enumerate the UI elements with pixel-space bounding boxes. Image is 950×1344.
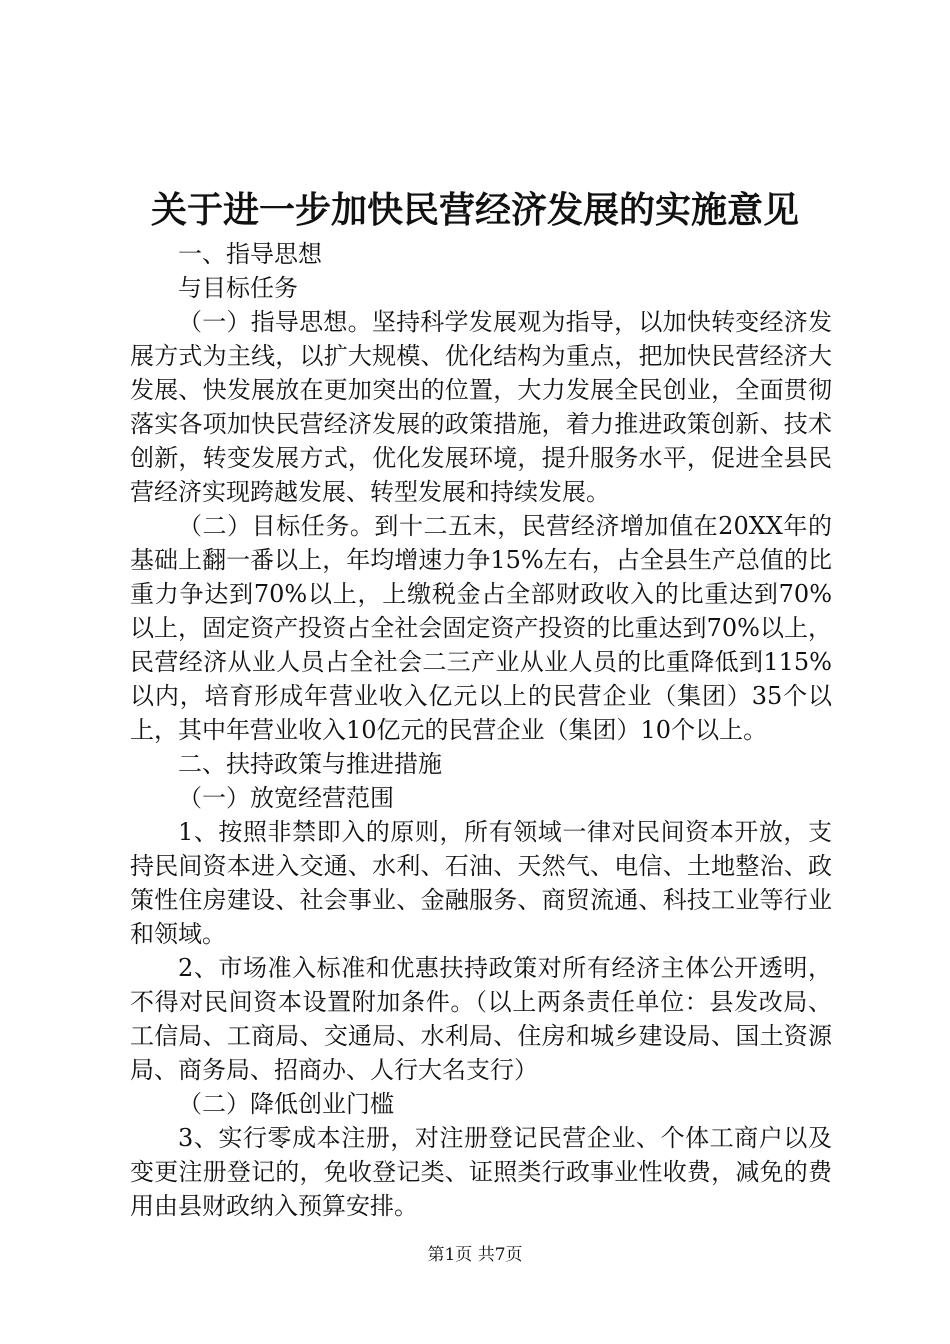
document-title: 关于进一步加快民营经济发展的实施意见: [150, 189, 799, 231]
section-heading-2: 二、扶持政策与推进措施: [178, 750, 442, 778]
paragraph-item-2: 2、市场准入标准和优惠扶持政策对所有经济主体公开透明，不得对民间资本设置附加条件。（以上两条责任单位：县发改局、工信局、工商局、交通局、水利局、住房和城乡建设局、国土资源局、商务局、招商办、人行大名支行）: [130, 954, 832, 1084]
subheading-lower-threshold: （二）降低创业门槛: [178, 1090, 394, 1118]
paragraph-guiding-thought: （一）指导思想。坚持科学发展观为指导，以加快转变经济发展方式为主线，以扩大规模、优化结构为重点，把加快民营经济大发展、快发展放在更加突出的位置，大力发展全民创业，全面贯彻落实各项加快民营经济发展的政策措施，着力推进政策创新、技术创新，转变发展方式，优化发展环境，提升服务水平，促进全县民营经济实现跨越发展、转型发展和持续发展。: [130, 308, 832, 506]
paragraph-item-3: 3、实行零成本注册，对注册登记民营企业、个体工商户以及变更注册登记的，免收登记类、证照类行政事业性收费，减免的费用由县财政纳入预算安排。: [130, 1124, 832, 1220]
section-heading-1-continued: 与目标任务: [178, 274, 298, 302]
paragraph-target-task: （二）目标任务。到十二五末，民营经济增加值在20XX年的基础上翻一番以上，年均增速力争15%左右，占全县生产总值的比重力争达到70%以上，上缴税金占全部财政收入的比重达到70%以上，固定资产投资占全社会固定资产投资的比重达到70%以上，民营经济从业人员占全社会二三产业从业人员的比重降低到115%以内，培育形成年营业收入亿元以上的民营企业（集团）35个以上，其中年营业收入10亿元的民营企业（集团）10个以上。: [130, 512, 832, 744]
document-body: [130, 237, 832, 1223]
subheading-business-scope: （一）放宽经营范围: [178, 784, 394, 812]
paragraph-item-1: 1、按照非禁即入的原则，所有领域一律对民间资本开放，支持民间资本进入交通、水利、石油、天然气、电信、土地整治、政策性住房建设、社会事业、金融服务、商贸流通、科技工业等行业和领域。: [130, 818, 832, 948]
page-number: 第1页 共7页: [427, 1245, 523, 1265]
section-heading-1: 一、指导思想: [178, 240, 322, 268]
